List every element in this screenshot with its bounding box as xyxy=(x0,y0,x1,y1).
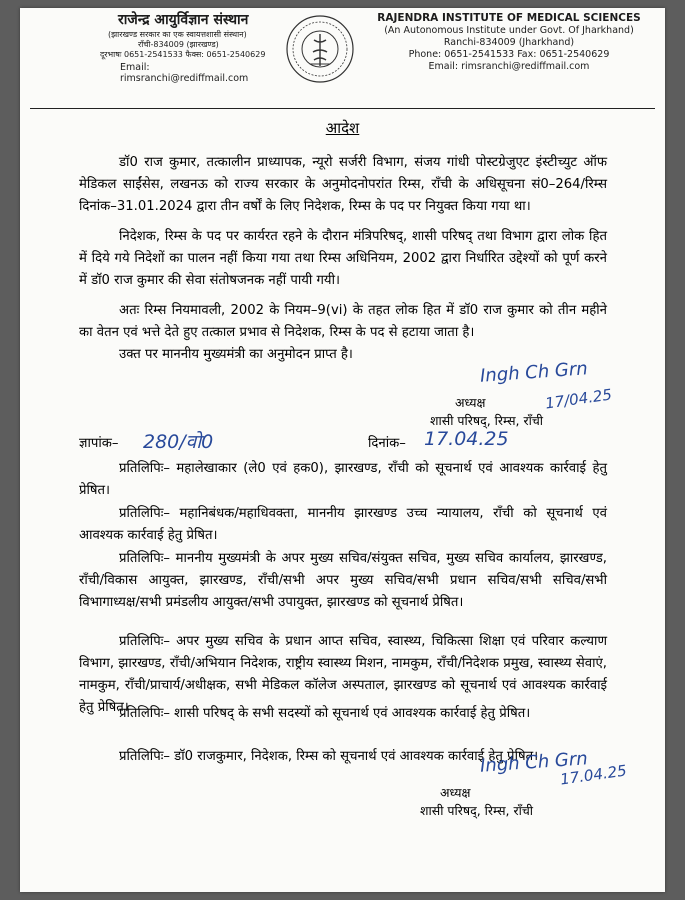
institute-email-hindi: Email: rimsranchi@rediffmail.com xyxy=(120,61,249,85)
memo-number: 280/वो0 xyxy=(143,431,214,453)
signature-date-2: 17.04.25 xyxy=(559,761,628,789)
signature-designation-2: अध्यक्ष xyxy=(440,785,471,800)
header-hindi xyxy=(78,12,278,85)
memo-date: 17.04.25 xyxy=(424,428,509,450)
copy-paragraph-2: प्रतिलिपिः– महानिबंधक/महाधिवक्ता, माननीय झारखण्ड उच्च न्यायालय, राँची को सूचनार्थ एवं आवश्यक कार्रवाई हेतु प्रेषित। xyxy=(79,506,607,543)
institute-sub-english: (An Autonomous Institute under Govt. Of Jharkhand) xyxy=(384,25,634,37)
body-paragraph-4: उक्त पर माननीय मुख्यमंत्री का अनुमोदन प्राप्त है। xyxy=(119,347,353,362)
memo-label: ज्ञापांक– xyxy=(79,436,119,451)
institute-phone-hindi: दूरभाषः 0651-2541533 फैक्स: 0651-2540629 xyxy=(100,49,266,59)
institute-phone-english: Phone: 0651-2541533 Fax: 0651-2540629 xyxy=(408,48,610,60)
signature-block-2 xyxy=(420,748,650,828)
body-paragraph-1: डॉ0 राज कुमार, तत्कालीन प्राध्यापक, न्यूरो सर्जरी विभाग, संजय गांधी पोस्टग्रेजुएट इंस्टीच्युट ऑफ मेडिकल साईंसेस, लखनऊ को राज्य सरकार के अनुमोदनोपरांत रिम्स, राँची के अधिसूचना सं0–264/रिम्स दिनांक–31.01.2024 द्वारा तीन वर्षों के लिए निदेशक, रिम्स के पद पर नियुक्त किया गया था। xyxy=(79,155,607,214)
institute-email-english: Email: rimsranchi@rediffmail.com xyxy=(428,60,590,72)
copy-paragraph-4: प्रतिलिपिः– अपर मुख्य सचिव के प्रधान आप्त सचिव, स्वास्थ्य, चिकित्सा शिक्षा एवं परिवार कल्याण विभाग, झारखण्ड, राँची/अभियान निदेशक, राष्ट्रीय स्वास्थ्य मिशन, नामकुम, राँची/निदेशक प्रमुख, स्वास्थ्य सेवाएं, नामकुम, राँची/प्राचार्य/अधीक्षक, सभी मेडिकल कॉलेज अस्पताल, झारखण्ड को सूचनार्थ एवं आवश्यक कार्रवाई हेतु प्रेषित। xyxy=(79,634,607,715)
signature-org-2: शासी परिषद्, रिम्स, राँची xyxy=(420,803,533,818)
institute-name-english: RAJENDRA INSTITUTE OF MEDICAL SCIENCES xyxy=(377,12,641,24)
order-title: आदेश xyxy=(325,119,360,137)
memo-line xyxy=(79,430,607,454)
institute-sub-hindi: (झारखण्ड सरकार का एक स्वायत्तशासी संस्थान) xyxy=(108,29,247,39)
signature-scribble-1: Ingh Ch Grn xyxy=(479,358,589,387)
signature-designation-1: अध्यक्ष xyxy=(455,395,486,410)
copy-paragraph-3: प्रतिलिपिः– माननीय मुख्यमंत्री के अपर मुख्य सचिव/संयुक्त सचिव, मुख्य सचिव कार्यालय, झारखण्ड, राँची/विकास आयुक्त, झारखण्ड, राँची/सभी अपर मुख्य सचिव/सभी प्रधान सचिव/सभी सचिव/सभी विभागाध्यक्ष/सभी प्रमंडलीय आयुक्त/सभी उपायुक्त, झारखण्ड को सूचनार्थ प्रेषित। xyxy=(79,551,607,610)
institute-city-hindi: राँची-834009 (झारखण्ड) xyxy=(138,39,219,49)
copy-paragraph-1: प्रतिलिपिः– महालेखाकार (ले0 एवं हक0), झारखण्ड, राँची को सूचनार्थ एवं आवश्यक कार्रवाई हेतु प्रेषित। xyxy=(79,461,607,498)
body-paragraph-2: निदेशक, रिम्स के पद पर कार्यरत रहने के दौरान मंत्रिपरिषद्, शासी परिषद् तथा विभाग द्वारा लोक हित में दिये गये निदेशों का पालन नहीं किया गया तथा रिम्स अधिनियम, 2002 द्वारा निर्धारित उद्देश्यों को पूर्ण करने में डॉ0 राज कुमार की सेवा संतोषजनक नहीं पायी गयी। xyxy=(79,229,607,288)
institute-city-english: Ranchi-834009 (Jharkhand) xyxy=(443,37,575,48)
copy-paragraph-5: प्रतिलिपिः– शासी परिषद् के सभी सदस्यों को सूचनार्थ एवं आवश्यक कार्रवाई हेतु प्रेषित। xyxy=(119,706,531,721)
signature-date-1: 17/04.25 xyxy=(544,385,614,413)
header-divider xyxy=(30,108,655,109)
signature-org-1: शासी परिषद्, रिम्स, राँची xyxy=(430,413,543,428)
signature-block-1 xyxy=(430,358,630,438)
institute-seal-logo xyxy=(285,14,355,84)
institute-name-hindi: राजेन्द्र आयुर्विज्ञान संस्थान xyxy=(118,12,249,28)
body-paragraph-3: अतः रिम्स नियमावली, 2002 के नियम–9(vi) के तहत लोक हित में डॉ0 राज कुमार को तीन महीने का वेतन एवं भत्ते देते हुए तत्काल प्रभाव से निदेशक, रिम्स के पद से हटाया जाता है। xyxy=(79,303,607,340)
header-english xyxy=(374,12,644,73)
copy-paragraph-6: प्रतिलिपिः– डॉ0 राजकुमार, निदेशक, रिम्स को सूचनार्थ एवं आवश्यक कार्रवाई हेतु प्रेषित। xyxy=(119,749,539,764)
signature-scribble-2: Ingh Ch Grn xyxy=(479,748,589,777)
memo-date-label: दिनांक– xyxy=(368,436,406,451)
